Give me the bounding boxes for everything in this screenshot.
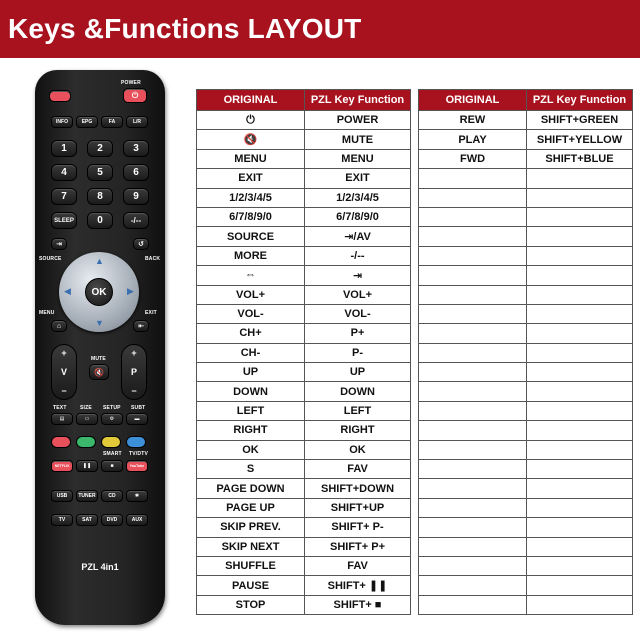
cell-function [527,556,633,575]
cell-function [527,343,633,362]
ch-plus: + [131,348,137,358]
table-row [197,207,411,226]
table-row [197,421,411,440]
cell-original: ⏻ [197,111,305,130]
column-header-function: PZL Key Function [305,90,411,111]
table-row [197,401,411,420]
digit-5-button[interactable]: 5 [87,164,113,181]
table-row [419,576,633,595]
channel-rocker[interactable] [121,344,147,400]
cell-original: REW [419,111,527,130]
cell-function: SHIFT+ ■ [305,595,411,614]
dash-button[interactable]: -/-- [123,212,149,229]
lr-button[interactable]: L/R [126,116,148,128]
cell-function [527,421,633,440]
cell-function: EXIT [305,169,411,188]
digit-9-button[interactable]: 9 [123,188,149,205]
cell-original: CH- [197,343,305,362]
aux-button[interactable]: AUX [126,514,148,526]
cell-original [419,285,527,304]
table-row [419,324,633,343]
mute-button[interactable]: 🔇 [89,364,109,380]
table-row [197,595,411,614]
table-row [197,130,411,149]
cell-original [419,498,527,517]
table-row [197,498,411,517]
digit-6-button[interactable]: 6 [123,164,149,181]
key-mapping-table-right [418,89,633,615]
subt-button[interactable]: ▬ [126,413,148,425]
table-row [419,440,633,459]
cell-original: VOL+ [197,285,305,304]
cell-function: VOL+ [305,285,411,304]
cell-original: SOURCE [197,227,305,246]
cell-function: ⇥ [305,266,411,285]
red-key[interactable] [51,436,71,448]
table-row [419,285,633,304]
netflix-button[interactable]: NETFLIX [51,460,73,472]
cell-original [419,227,527,246]
pause-button[interactable]: ❚❚ [76,460,98,472]
cell-original: S [197,460,305,479]
cell-original: VOL- [197,304,305,323]
cd-button[interactable]: CD [101,490,123,502]
cell-function [527,188,633,207]
table-header-row [197,90,411,111]
table-row [419,401,633,420]
setup-label: SETUP [103,405,121,411]
remote-model-label: PZL 4in1 [81,562,119,572]
blue-key[interactable] [126,436,146,448]
cell-original: STOP [197,595,305,614]
cell-original: LEFT [197,401,305,420]
vol-label: V [60,367,67,377]
column-header-function: PZL Key Function [527,90,633,111]
right-arrow-icon[interactable]: ▶ [127,286,134,296]
table-row [419,556,633,575]
cell-original: 🔇 [197,130,305,149]
ok-button[interactable]: OK [85,278,113,306]
power-button[interactable]: ⏻ [123,88,147,103]
cell-function [527,595,633,614]
cell-original [419,169,527,188]
table-row [197,227,411,246]
table-row [419,130,633,149]
table-row [419,518,633,537]
table-row [419,188,633,207]
cell-function: VOL- [305,304,411,323]
cell-original: PAGE UP [197,498,305,517]
cell-original [419,382,527,401]
cell-original [419,363,527,382]
size-label: SIZE [80,405,92,411]
cell-function: SHIFT+ P+ [305,537,411,556]
cell-original: MORE [197,246,305,265]
cell-original [419,440,527,459]
usb-button[interactable]: USB [51,490,73,502]
column-header-original: ORIGINAL [197,90,305,111]
cell-function [527,285,633,304]
cell-function: FAV [305,556,411,575]
cell-original: SKIP NEXT [197,537,305,556]
sat-button[interactable]: SAT [76,514,98,526]
cell-original: EXIT [197,169,305,188]
cell-function: SHIFT+GREEN [527,111,633,130]
digit-1-button[interactable]: 1 [51,140,77,157]
table-body [197,111,411,615]
cell-original [419,401,527,420]
mute-label: MUTE [91,356,106,362]
fa-button[interactable]: FA [101,116,123,128]
table-row [197,285,411,304]
subt-label: SUBT [131,405,146,411]
table-row [197,576,411,595]
table-row [197,304,411,323]
cell-original [419,324,527,343]
table-row [197,188,411,207]
table-row [197,324,411,343]
cell-function [527,227,633,246]
table-row [197,169,411,188]
cell-original [419,576,527,595]
cell-function: SHIFT+BLUE [527,149,633,168]
size-button[interactable]: ▭ [76,413,98,425]
table-row [197,343,411,362]
left-arrow-icon[interactable]: ◀ [64,286,71,296]
cell-function: DOWN [305,382,411,401]
cell-function [527,246,633,265]
cell-original: ⇔ [197,266,305,285]
cell-function: SHIFT+DOWN [305,479,411,498]
menu-label: MENU [39,310,55,316]
remote-control [35,70,165,625]
cell-function: MUTE [305,130,411,149]
ch-minus: − [131,386,137,396]
back-label: BACK [145,256,161,262]
cell-function: OK [305,440,411,459]
down-arrow-icon[interactable]: ▼ [95,318,104,328]
cell-original: PAUSE [197,576,305,595]
cell-function: LEFT [305,401,411,420]
table-row [419,363,633,382]
cell-original [419,595,527,614]
table-row [419,304,633,323]
cell-original: UP [197,363,305,382]
table-row [197,149,411,168]
cell-function [527,169,633,188]
cell-function: ⇥/AV [305,227,411,246]
cell-original: PAGE DOWN [197,479,305,498]
digit-2-button[interactable]: 2 [87,140,113,157]
vol-minus: − [61,386,67,396]
table-row [197,537,411,556]
table-body [419,111,633,615]
dvd-button[interactable]: DVD [101,514,123,526]
source-button[interactable]: ⇥ [51,238,67,250]
digit-3-button[interactable]: 3 [123,140,149,157]
cell-original: 6/7/8/9/0 [197,207,305,226]
cell-function: 6/7/8/9/0 [305,207,411,226]
table-row [419,382,633,401]
youtube-button[interactable]: YouTube [126,460,148,472]
cell-original: PLAY [419,130,527,149]
cell-function [527,382,633,401]
red-top-button[interactable] [49,90,71,102]
digit-4-button[interactable]: 4 [51,164,77,181]
cell-original [419,479,527,498]
table-row [197,460,411,479]
cell-original [419,556,527,575]
table-row [419,498,633,517]
cell-function: 1/2/3/4/5 [305,188,411,207]
cell-original [419,304,527,323]
cell-function [527,324,633,343]
cell-original [419,537,527,556]
cell-original [419,207,527,226]
cell-function: SHIFT+ P- [305,518,411,537]
cell-function: RIGHT [305,421,411,440]
cell-original: SKIP PREV. [197,518,305,537]
table-row [419,266,633,285]
cell-original [419,266,527,285]
table-row [197,479,411,498]
cell-original: FWD [419,149,527,168]
page-title: Keys &Functions LAYOUT [0,0,640,58]
table-row [419,479,633,498]
cell-function: FAV [305,460,411,479]
cell-function: SHIFT+ ❚❚ [305,576,411,595]
cell-function [527,460,633,479]
cell-original: DOWN [197,382,305,401]
power-label: POWER [121,80,141,86]
table-row [419,207,633,226]
bluetooth-button[interactable]: ✱ [126,490,148,502]
table-row [419,246,633,265]
tvdtv-label: TV/DTV [129,451,148,457]
cell-function [527,304,633,323]
cell-original: 1/2/3/4/5 [197,188,305,207]
up-arrow-icon[interactable]: ▲ [95,256,104,266]
cell-function [527,576,633,595]
cell-function: -/-- [305,246,411,265]
column-header-original: ORIGINAL [419,90,527,111]
exit-button[interactable]: ⇤ [133,320,149,332]
digit-8-button[interactable]: 8 [87,188,113,205]
cell-function [527,266,633,285]
cell-function: P- [305,343,411,362]
sleep-button[interactable]: SLEEP [51,212,77,229]
table-row [197,111,411,130]
cell-original [419,421,527,440]
digit-7-button[interactable]: 7 [51,188,77,205]
table-row [419,149,633,168]
cell-function [527,401,633,420]
info-button[interactable]: INFO [51,116,73,128]
cell-original: MENU [197,149,305,168]
table-row [419,460,633,479]
digit-0-button[interactable]: 0 [87,212,113,229]
yellow-key[interactable] [101,436,121,448]
tuner-button[interactable]: TUNER [76,490,98,502]
key-mapping-table-left [196,89,411,615]
table-row [197,266,411,285]
table-row [419,227,633,246]
ch-label: P [130,367,137,377]
green-key[interactable] [76,436,96,448]
text-label: TEXT [53,405,67,411]
table-row [197,363,411,382]
exit-label: EXIT [145,310,157,316]
cell-original [419,246,527,265]
cell-original: OK [197,440,305,459]
cell-original [419,188,527,207]
volume-rocker[interactable] [51,344,77,400]
table-row [419,421,633,440]
cell-function [527,440,633,459]
cell-function: P+ [305,324,411,343]
table-row [419,537,633,556]
cell-original: CH+ [197,324,305,343]
cell-function: POWER [305,111,411,130]
cell-function: MENU [305,149,411,168]
cell-function [527,207,633,226]
text-button[interactable]: ▤ [51,413,73,425]
cell-original: RIGHT [197,421,305,440]
cell-original: SHUFFLE [197,556,305,575]
table-row [419,169,633,188]
epg-button[interactable]: EPG [76,116,98,128]
cell-function [527,479,633,498]
cell-function: SHIFT+YELLOW [527,130,633,149]
table-row [197,382,411,401]
back-button[interactable]: ↺ [133,238,149,250]
cell-original [419,460,527,479]
source-label: SOURCE [39,256,62,262]
cell-function: SHIFT+UP [305,498,411,517]
cell-function [527,363,633,382]
cell-function [527,537,633,556]
table-row [197,246,411,265]
table-row [419,595,633,614]
table-row [197,518,411,537]
table-row [419,111,633,130]
table-row [419,343,633,362]
table-row [197,440,411,459]
cell-original [419,518,527,537]
setup-button[interactable]: ⚙ [101,413,123,425]
cell-function: UP [305,363,411,382]
vol-plus: + [61,348,67,358]
cell-original [419,343,527,362]
table-header-row [419,90,633,111]
tv-button[interactable]: TV [51,514,73,526]
stop-button[interactable]: ■ [101,460,123,472]
cell-function [527,518,633,537]
menu-button[interactable]: ⌂ [51,320,67,332]
table-row [197,556,411,575]
smart-label: SMART [103,451,122,457]
cell-function [527,498,633,517]
